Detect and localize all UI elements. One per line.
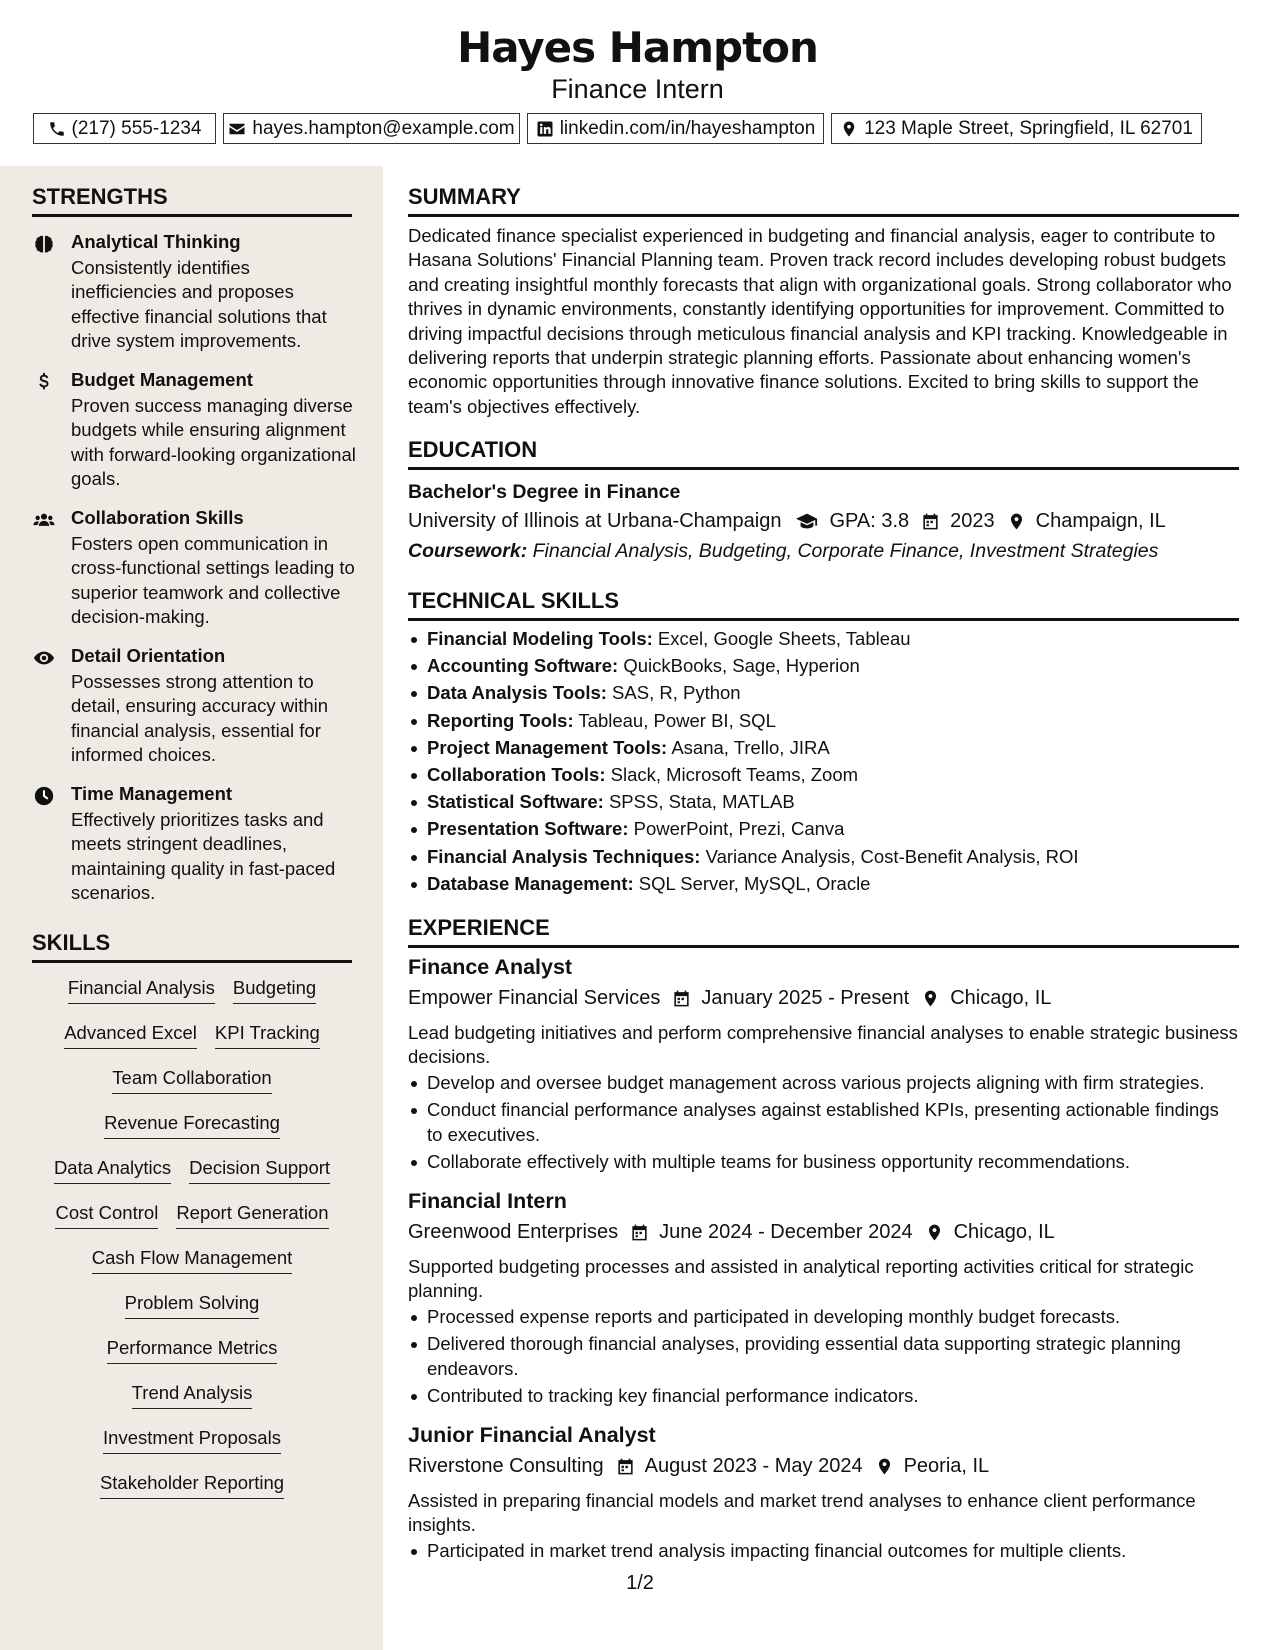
- calendar-icon: [616, 1457, 635, 1476]
- list-item: Delivered thorough financial analyses, providing essential data supporting strategic planning endeavors.: [408, 1332, 1239, 1381]
- envelope-icon: [228, 120, 246, 138]
- candidate-name: Hayes Hampton: [457, 23, 818, 72]
- list-item: Reporting Tools: Tableau, Power BI, SQL: [408, 709, 1239, 736]
- job-title: Finance Analyst: [408, 955, 573, 979]
- location-pin-icon: [921, 989, 940, 1008]
- skill-tag: Decision Support: [189, 1155, 330, 1184]
- strengths-heading: STRENGTHS: [32, 184, 352, 217]
- job-description: Supported budgeting processes and assisted in analytical reporting activities critical for strategic planning.: [408, 1256, 1194, 1302]
- list-item: Project Management Tools: Asana, Trello, JIRA: [408, 736, 1239, 763]
- list-item: Statistical Software: SPSS, Stata, MATLAB: [408, 790, 1239, 817]
- list-item: Database Management: SQL Server, MySQL, Oracle: [408, 872, 1239, 899]
- strength-desc: Fosters open communication in cross-functional settings leading to superior teamwork and collective decision-making.: [71, 533, 355, 628]
- company-name: Greenwood Enterprises: [408, 1221, 619, 1243]
- coursework: [408, 538, 1158, 564]
- job-meta: [408, 1452, 989, 1480]
- contact-phone[interactable]: [33, 113, 216, 144]
- skills-heading: SKILLS: [32, 930, 352, 963]
- technical-skills-list: [408, 627, 1239, 899]
- job-bullets: [408, 1071, 1239, 1177]
- strength-desc: Effectively prioritizes tasks and meets stringent deadlines, maintaining quality in fast-paced scenarios.: [71, 809, 336, 904]
- list-item: Conduct financial performance analyses against established KPIs, presenting actionable findings to executives.: [408, 1098, 1239, 1147]
- contact-phone-text: (217) 555-1234: [71, 117, 202, 139]
- degree-title: Bachelor's Degree in Finance: [408, 481, 681, 503]
- list-item: Collaborate effectively with multiple teams for business opportunity recommendations.: [408, 1150, 1239, 1174]
- calendar-icon: [630, 1223, 649, 1242]
- strength-title: Time Management: [71, 783, 233, 804]
- job-bullets: [408, 1539, 1239, 1566]
- linkedin-icon: [536, 120, 554, 138]
- job-bullets: [408, 1305, 1239, 1411]
- list-item: Financial Analysis Techniques: Variance Analysis, Cost-Benefit Analysis, ROI: [408, 845, 1239, 872]
- location-pin-icon: [875, 1457, 894, 1476]
- skill-tag: Team Collaboration: [112, 1065, 271, 1094]
- strength-desc: Proven success managing diverse budgets while ensuring alignment with forward-looking organizational goals.: [71, 395, 356, 490]
- skill-tag: Advanced Excel: [64, 1020, 197, 1049]
- skills-list: [32, 975, 352, 1515]
- company-name: Empower Financial Services: [408, 987, 661, 1009]
- skill-tag: Revenue Forecasting: [104, 1110, 280, 1139]
- skill-tag: Cash Flow Management: [92, 1245, 293, 1274]
- list-item: Accounting Software: QuickBooks, Sage, Hyperion: [408, 654, 1239, 681]
- contact-address: [831, 113, 1202, 144]
- skill-tag: Data Analytics: [54, 1155, 171, 1184]
- summary-text: Dedicated finance specialist experienced in budgeting and financial analysis, eager to contribute to Hasana Solutions' Financial Planning team. Proven track record includes developing robust budgets and creating insightful monthly forecasts that align with organizational goals. Strong collaborator who thrives in dynamic environments, constantly identifying opportunities for improvement. Committed to driving impactful decisions through meticulous financial analysis and KPI tracking. Knowledgeable in delivering reports that underpin strategic planning efforts. Passionate about enhancing women's economic opportunities through innovative finance solutions. Excited to bring skills to support the team's objectives effectively.: [408, 225, 1232, 417]
- list-item: Financial Modeling Tools: Excel, Google Sheets, Tableau: [408, 627, 1239, 654]
- users-icon: [33, 509, 55, 531]
- coursework-list: Financial Analysis, Budgeting, Corporate Finance, Investment Strategies: [532, 540, 1159, 562]
- coursework-label: Coursework:: [408, 540, 528, 562]
- list-item: Develop and oversee budget management across various projects aligning with firm strategies.: [408, 1071, 1239, 1095]
- gpa: GPA: 3.8: [829, 510, 910, 532]
- experience-heading: EXPERIENCE: [408, 915, 1239, 948]
- skill-tag: Performance Metrics: [107, 1335, 278, 1364]
- job-dates: June 2024 - December 2024: [659, 1221, 913, 1243]
- contact-email-text: hayes.hampton@example.com: [252, 117, 515, 139]
- strength-title: Detail Orientation: [71, 645, 226, 666]
- education-meta: [408, 507, 1166, 535]
- strength-title: Budget Management: [71, 369, 253, 390]
- education-heading: EDUCATION: [408, 437, 1239, 470]
- skill-tag: Report Generation: [176, 1200, 328, 1229]
- list-item: Processed expense reports and participated in developing monthly budget forecasts.: [408, 1305, 1239, 1329]
- job-location: Chicago, IL: [953, 1221, 1055, 1243]
- contact-email[interactable]: [223, 113, 520, 144]
- job-title: Junior Financial Analyst: [408, 1423, 656, 1447]
- job-location: Chicago, IL: [950, 987, 1052, 1009]
- skill-tag: Budgeting: [233, 975, 316, 1004]
- clock-icon: [33, 785, 55, 807]
- eye-icon: [33, 647, 55, 669]
- strength-title: Collaboration Skills: [71, 507, 244, 528]
- strength-desc: Possesses strong attention to detail, ensuring accuracy within financial analysis, essential for informed choices.: [71, 671, 329, 766]
- calendar-icon: [921, 512, 940, 531]
- company-name: Riverstone Consulting: [408, 1455, 604, 1477]
- skill-tag: Financial Analysis: [68, 975, 215, 1004]
- contact-linkedin-text: linkedin.com/in/hayeshampton: [559, 117, 816, 139]
- skill-tag: Problem Solving: [125, 1290, 260, 1319]
- job-title: Financial Intern: [408, 1189, 567, 1213]
- job-dates: August 2023 - May 2024: [644, 1455, 863, 1477]
- job-dates: January 2025 - Present: [701, 987, 910, 1009]
- graduation-cap-icon: [794, 510, 820, 532]
- contact-linkedin[interactable]: [527, 113, 824, 144]
- skill-tag: Investment Proposals: [103, 1425, 281, 1454]
- skill-tag: Trend Analysis: [132, 1380, 253, 1409]
- strength-title: Analytical Thinking: [71, 231, 241, 252]
- location-pin-icon: [840, 120, 858, 138]
- strength-desc: Consistently identifies inefficiencies and proposes effective financial solutions that drive system improvements.: [71, 257, 327, 352]
- list-item: Participated in market trend analysis impacting financial outcomes for multiple clients.: [408, 1539, 1239, 1563]
- list-item: Presentation Software: PowerPoint, Prezi, Canva: [408, 817, 1239, 844]
- list-item: Data Analysis Tools: SAS, R, Python: [408, 681, 1239, 708]
- list-item: Collaboration Tools: Slack, Microsoft Teams, Zoom: [408, 763, 1239, 790]
- school-name: University of Illinois at Urbana-Champaign: [408, 510, 782, 532]
- location-pin-icon: [925, 1223, 944, 1242]
- technical-skills-heading: TECHNICAL SKILLS: [408, 588, 1239, 621]
- job-description: Lead budgeting initiatives and perform comprehensive financial analyses to enable strategic business decisions.: [408, 1022, 1238, 1068]
- job-location: Peoria, IL: [903, 1455, 990, 1477]
- graduation-year: 2023: [950, 510, 995, 532]
- summary-heading: SUMMARY: [408, 184, 1239, 217]
- candidate-role: Finance Intern: [551, 74, 724, 104]
- job-description: Assisted in preparing financial models and market trend analyses to enhance client performance insights.: [408, 1490, 1196, 1536]
- calendar-icon: [672, 989, 691, 1008]
- page-number: 1/2: [626, 1572, 654, 1594]
- skill-tag: Cost Control: [55, 1200, 158, 1229]
- contact-address-text: 123 Maple Street, Springfield, IL 62701: [864, 117, 1193, 139]
- job-meta: [408, 984, 1051, 1012]
- job-meta: [408, 1218, 1055, 1246]
- skill-tag: Stakeholder Reporting: [100, 1470, 284, 1499]
- phone-icon: [48, 120, 66, 138]
- skill-tag: KPI Tracking: [215, 1020, 320, 1049]
- dollar-icon: [33, 371, 55, 393]
- contact-bar: [33, 113, 1238, 145]
- list-item: Contributed to tracking key financial performance indicators.: [408, 1384, 1239, 1408]
- location-pin-icon: [1007, 512, 1026, 531]
- school-location: Champaign, IL: [1035, 510, 1166, 532]
- brain-icon: [33, 233, 55, 255]
